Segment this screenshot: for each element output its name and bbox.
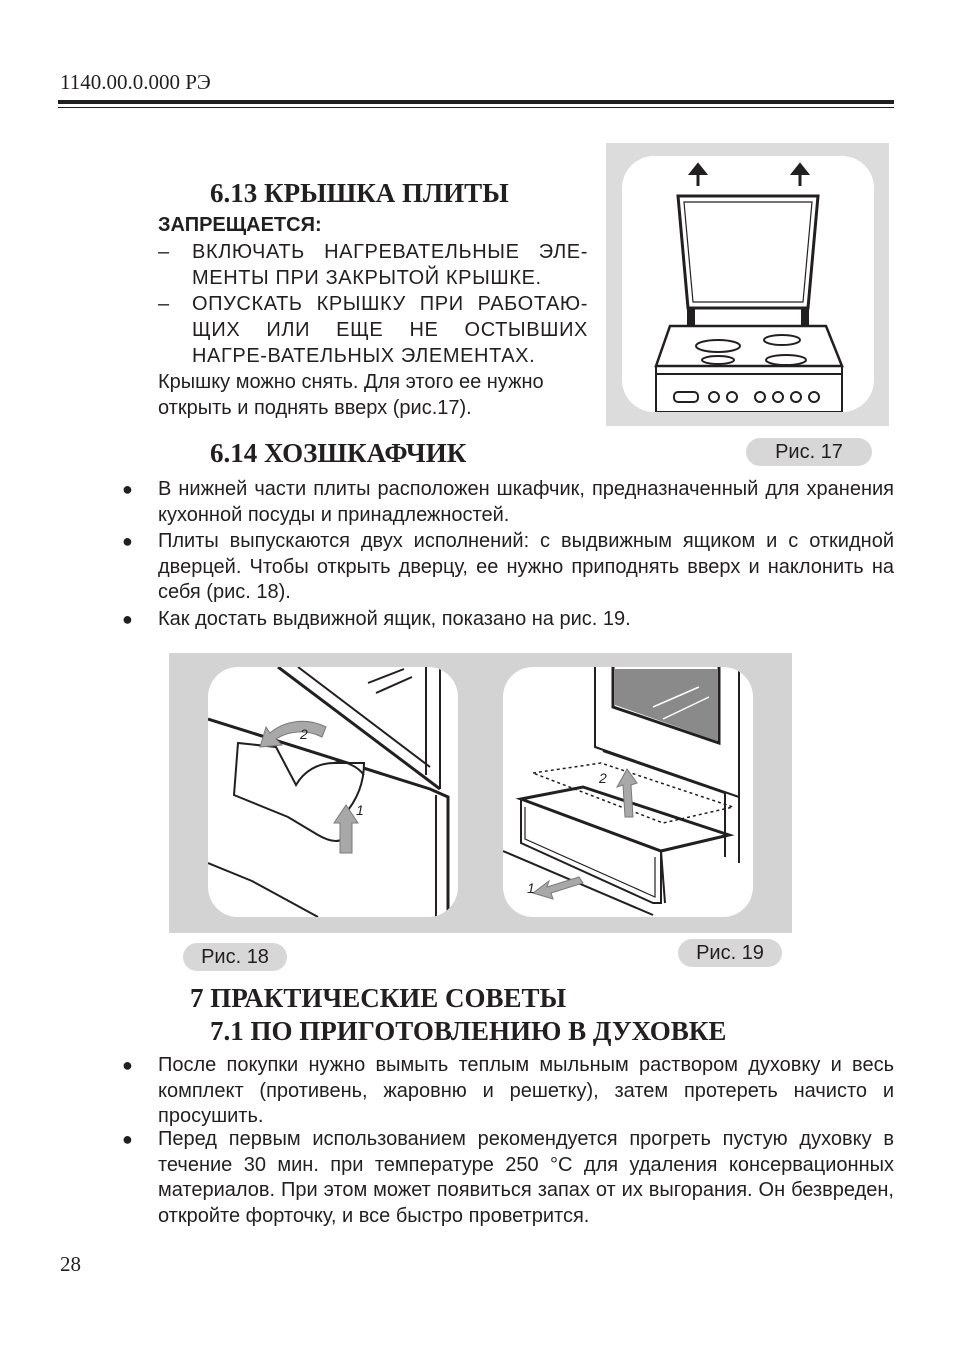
forbidden-item xyxy=(158,239,588,291)
list-item-text: В нижней части плиты расположен шкафчик, предназначенный для хранения кухонной посуды и принадлежностей. xyxy=(158,478,894,526)
list-item xyxy=(118,477,894,529)
forbidden-item-text: ВКЛЮЧАТЬ НАГРЕВАТЕЛЬНЫЕ ЭЛЕ-МЕНТЫ ПРИ ЗАКРЫТОЙ КРЫШКЕ. xyxy=(192,241,588,289)
figure-18-caption: Рис. 18 xyxy=(183,943,287,971)
list-item-text: Перед первым использованием рекомендуется прогреть пустую духовку в течение 30 мин. при температуре 250 °С для удаления консервационных материалов. При этом может появиться запах от их выгорания. Он безвреден, откройте форточку, и все быстро проветрится. xyxy=(158,1128,894,1227)
section-6-14-title: 6.14 ХОЗШКАФЧИК xyxy=(210,438,467,468)
page-number: 28 xyxy=(60,1252,81,1276)
header-rule-thin xyxy=(58,107,894,108)
figure-17-caption: Рис. 17 xyxy=(746,438,872,466)
dash-marker: – xyxy=(158,293,170,315)
forbidden-item xyxy=(158,291,588,369)
figure-18-step-2-label: 2 xyxy=(300,726,308,742)
figure-18-step-1-label: 1 xyxy=(356,802,364,818)
bullet-marker: ● xyxy=(122,1129,133,1149)
forbidden-item-text: ОПУСКАТЬ КРЫШКУ ПРИ РАБОТАЮ-ЩИХ ИЛИ ЕЩЕ НЕ ОСТЫВШИХ НАГРЕ-ВАТЕЛЬНЫХ ЭЛЕМЕНТАХ. xyxy=(192,293,588,367)
list-item xyxy=(118,1053,894,1130)
list-item-text: Плиты выпускаются двух исполнений: с выдвижным ящиком и с откидной дверцей. Чтобы открыть дверцу, ее нужно приподнять вверх и наклонить на себя (рис. 18). xyxy=(158,530,894,603)
list-item xyxy=(118,529,894,606)
section-7-title: 7 ПРАКТИЧЕСКИЕ СОВЕТЫ xyxy=(190,983,567,1013)
bullet-marker: ● xyxy=(122,609,133,629)
list-item xyxy=(118,1127,894,1230)
bullet-marker: ● xyxy=(122,1055,133,1075)
lid-removal-note: Крышку можно снять. Для этого ее нужно открыть и поднять вверх (рис.17). xyxy=(158,371,544,419)
dash-marker: – xyxy=(158,241,170,263)
header-rule-thick xyxy=(58,100,894,104)
figure-19-step-1-label: 1 xyxy=(527,880,535,896)
figure-18-door-illustration xyxy=(208,667,458,917)
list-item-text: После покупки нужно вымыть теплым мыльным раствором духовку и весь комплект (противень, жаровню и решетку), затем протереть начисто и просушить. xyxy=(158,1054,894,1127)
figure-19-drawer-illustration xyxy=(503,667,753,917)
section-7-1-title: 7.1 ПО ПРИГОТОВЛЕНИЮ В ДУХОВКЕ xyxy=(210,1016,727,1046)
figure-17-stove-lid-illustration xyxy=(622,156,874,412)
section-6-13-title: 6.13 КРЫШКА ПЛИТЫ xyxy=(210,178,509,208)
bullet-marker: ● xyxy=(122,479,133,499)
list-item xyxy=(118,607,894,633)
forbidden-label: ЗАПРЕЩАЕТСЯ: xyxy=(158,214,322,236)
list-item-text: Как достать выдвижной ящик, показано на рис. 19. xyxy=(158,608,631,630)
figure-19-step-2-label: 2 xyxy=(599,770,607,786)
bullet-marker: ● xyxy=(122,531,133,551)
document-code: 1140.00.0.000 РЭ xyxy=(60,70,211,94)
figure-19-caption: Рис. 19 xyxy=(678,939,782,967)
